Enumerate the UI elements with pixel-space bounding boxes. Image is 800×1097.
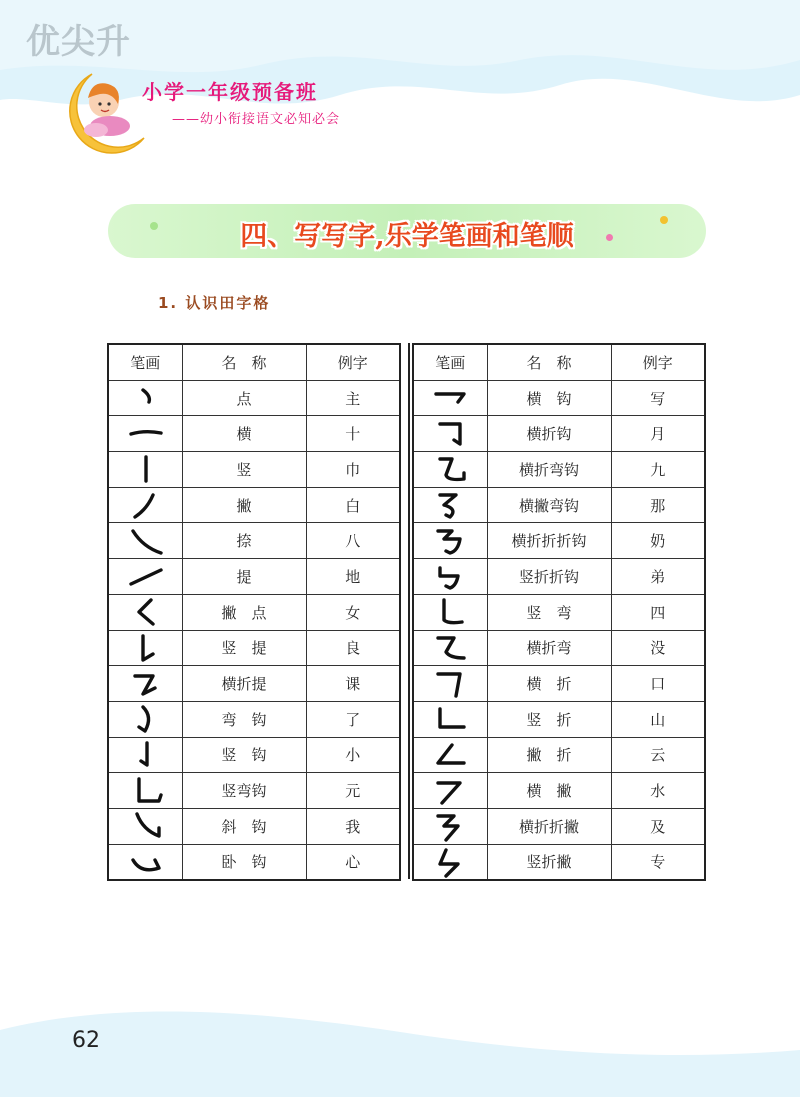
stroke-name: 撇 点: [182, 594, 306, 630]
table-divider: [399, 343, 410, 879]
example-character: 奶: [611, 523, 705, 559]
stroke-cell: [108, 666, 182, 702]
table-row: [413, 380, 705, 416]
table-row: [413, 808, 705, 844]
example-character: 没: [611, 630, 705, 666]
stroke-cell: [413, 844, 487, 880]
stroke-cell: [413, 666, 487, 702]
stroke-cell: [108, 773, 182, 809]
table-row: [413, 630, 705, 666]
henggou-stroke-icon: [426, 382, 474, 414]
pie-stroke-icon: [121, 489, 169, 521]
hengzhe-stroke-icon: [426, 668, 474, 700]
stroke-cell: [413, 523, 487, 559]
table-row: [413, 594, 705, 630]
stroke-name: 竖: [182, 452, 306, 488]
hengpiewangou-stroke-icon: [426, 489, 474, 521]
stroke-name: 横撇弯钩: [487, 487, 611, 523]
stroke-name: 卧 钩: [182, 844, 306, 880]
table-row: [108, 630, 400, 666]
example-character: 心: [306, 844, 400, 880]
example-character: 主: [306, 380, 400, 416]
shuwan-stroke-icon: [426, 596, 474, 628]
shuzhezhegou-stroke-icon: [426, 560, 474, 592]
stroke-name: 横 钩: [487, 380, 611, 416]
example-character: 写: [611, 380, 705, 416]
example-character: 小: [306, 737, 400, 773]
example-character: 巾: [306, 452, 400, 488]
header-name: 名 称: [487, 344, 611, 380]
ti-stroke-icon: [121, 560, 169, 592]
example-character: 女: [306, 594, 400, 630]
stroke-name: 捺: [182, 523, 306, 559]
stroke-cell: [108, 523, 182, 559]
hengzhewangou-stroke-icon: [426, 453, 474, 485]
example-character: 专: [611, 844, 705, 880]
stroke-table-left: [107, 343, 401, 881]
stroke-table-right: [412, 343, 706, 881]
stroke-name: 横折折折钩: [487, 523, 611, 559]
banner-dot-green: [150, 222, 158, 230]
stroke-name: 竖折折钩: [487, 559, 611, 595]
header-name: 名 称: [182, 344, 306, 380]
wogou-stroke-icon: [121, 846, 169, 878]
banner-dot-yellow: [660, 216, 668, 224]
shu-stroke-icon: [121, 453, 169, 485]
xiegou-stroke-icon: [121, 810, 169, 842]
shugou-stroke-icon: [121, 739, 169, 771]
example-character: 山: [611, 701, 705, 737]
stroke-name: 横: [182, 416, 306, 452]
shuzhe-stroke-icon: [426, 703, 474, 735]
table-row: [108, 808, 400, 844]
stroke-name: 撇 折: [487, 737, 611, 773]
table-row: [413, 452, 705, 488]
shuzhepie-stroke-icon: [426, 846, 474, 878]
example-character: 月: [611, 416, 705, 452]
stroke-name: 横 撇: [487, 773, 611, 809]
stroke-cell: [108, 487, 182, 523]
table-row: [413, 701, 705, 737]
stroke-name: 弯 钩: [182, 701, 306, 737]
example-character: 水: [611, 773, 705, 809]
table-row: [108, 380, 400, 416]
stroke-name: 横折折撇: [487, 808, 611, 844]
table-row: [108, 666, 400, 702]
example-character: 九: [611, 452, 705, 488]
stroke-cell: [108, 594, 182, 630]
stroke-name: 横折提: [182, 666, 306, 702]
wangou-stroke-icon: [121, 703, 169, 735]
banner-dot-pink: [606, 234, 613, 241]
table-header-row: [413, 344, 705, 380]
table-row: [108, 452, 400, 488]
piedian-stroke-icon: [121, 596, 169, 628]
stroke-cell: [413, 701, 487, 737]
stroke-cell: [413, 737, 487, 773]
series-title: 小学一年级预备班: [142, 80, 318, 104]
stroke-name: 提: [182, 559, 306, 595]
hengpie-stroke-icon: [426, 775, 474, 807]
example-character: 及: [611, 808, 705, 844]
hengzheti-stroke-icon: [121, 668, 169, 700]
bottom-wave-decoration: [0, 990, 800, 1097]
stroke-cell: [108, 737, 182, 773]
series-subtitle: ——幼小衔接语文必知必会: [172, 112, 341, 127]
stroke-name: 点: [182, 380, 306, 416]
chapter-banner: [108, 204, 706, 258]
table-row: [413, 416, 705, 452]
table-row: [108, 844, 400, 880]
hengzhezhepie-stroke-icon: [426, 810, 474, 842]
example-character: 口: [611, 666, 705, 702]
stroke-cell: [413, 416, 487, 452]
stroke-cell: [108, 559, 182, 595]
stroke-cell: [413, 380, 487, 416]
table-row: [108, 559, 400, 595]
table-header-row: [108, 344, 400, 380]
table-row: [413, 737, 705, 773]
hengzhezhezhegou-stroke-icon: [426, 525, 474, 557]
header-example: 例字: [611, 344, 705, 380]
example-character: 四: [611, 594, 705, 630]
stroke-name: 竖 折: [487, 701, 611, 737]
stroke-cell: [413, 808, 487, 844]
hengzhegou-stroke-icon: [426, 418, 474, 450]
example-character: 元: [306, 773, 400, 809]
stroke-cell: [108, 808, 182, 844]
example-character: 我: [306, 808, 400, 844]
stroke-name: 竖 弯: [487, 594, 611, 630]
stroke-name: 横折弯: [487, 630, 611, 666]
moon-child-illustration: [52, 66, 152, 166]
table-row: [108, 701, 400, 737]
dot-stroke-icon: [121, 382, 169, 414]
example-character: 八: [306, 523, 400, 559]
section-heading: 1. 认识田字格: [158, 294, 271, 312]
na-stroke-icon: [121, 525, 169, 557]
stroke-name: 横折钩: [487, 416, 611, 452]
stroke-cell: [108, 380, 182, 416]
example-character: 十: [306, 416, 400, 452]
example-character: 那: [611, 487, 705, 523]
stroke-name: 竖折撇: [487, 844, 611, 880]
example-character: 地: [306, 559, 400, 595]
stroke-cell: [413, 630, 487, 666]
stroke-name: 竖弯钩: [182, 773, 306, 809]
hengzhewan-stroke-icon: [426, 632, 474, 664]
example-character: 白: [306, 487, 400, 523]
stroke-cell: [413, 773, 487, 809]
stroke-cell: [108, 630, 182, 666]
table-row: [413, 559, 705, 595]
table-row: [108, 523, 400, 559]
stroke-name: 横 折: [487, 666, 611, 702]
stroke-name: 斜 钩: [182, 808, 306, 844]
table-row: [413, 487, 705, 523]
table-row: [108, 737, 400, 773]
stroke-name: 竖 提: [182, 630, 306, 666]
example-character: 了: [306, 701, 400, 737]
chapter-title: 四、写写字,乐学笔画和笔顺: [240, 221, 574, 252]
example-character: 弟: [611, 559, 705, 595]
example-character: 良: [306, 630, 400, 666]
table-row: [413, 773, 705, 809]
shuti-stroke-icon: [121, 632, 169, 664]
table-row: [108, 487, 400, 523]
stroke-cell: [108, 844, 182, 880]
stroke-cell: [413, 487, 487, 523]
example-character: 课: [306, 666, 400, 702]
header-stroke: 笔画: [108, 344, 182, 380]
header-example: 例字: [306, 344, 400, 380]
stroke-cell: [413, 559, 487, 595]
stroke-name: 竖 钩: [182, 737, 306, 773]
heng-stroke-icon: [121, 418, 169, 450]
stroke-cell: [108, 452, 182, 488]
table-row: [413, 523, 705, 559]
example-character: 云: [611, 737, 705, 773]
page-number: 62: [72, 1028, 100, 1053]
stroke-cell: [108, 416, 182, 452]
stroke-name: 撇: [182, 487, 306, 523]
table-row: [108, 594, 400, 630]
table-row: [413, 666, 705, 702]
table-row: [108, 416, 400, 452]
header-stroke: 笔画: [413, 344, 487, 380]
stroke-cell: [413, 594, 487, 630]
stroke-name: 横折弯钩: [487, 452, 611, 488]
shuwangou-stroke-icon: [121, 775, 169, 807]
watermark-logo: 优尖升: [26, 22, 131, 62]
stroke-cell: [108, 701, 182, 737]
stroke-cell: [413, 452, 487, 488]
piezhe-stroke-icon: [426, 739, 474, 771]
table-row: [413, 844, 705, 880]
table-row: [108, 773, 400, 809]
